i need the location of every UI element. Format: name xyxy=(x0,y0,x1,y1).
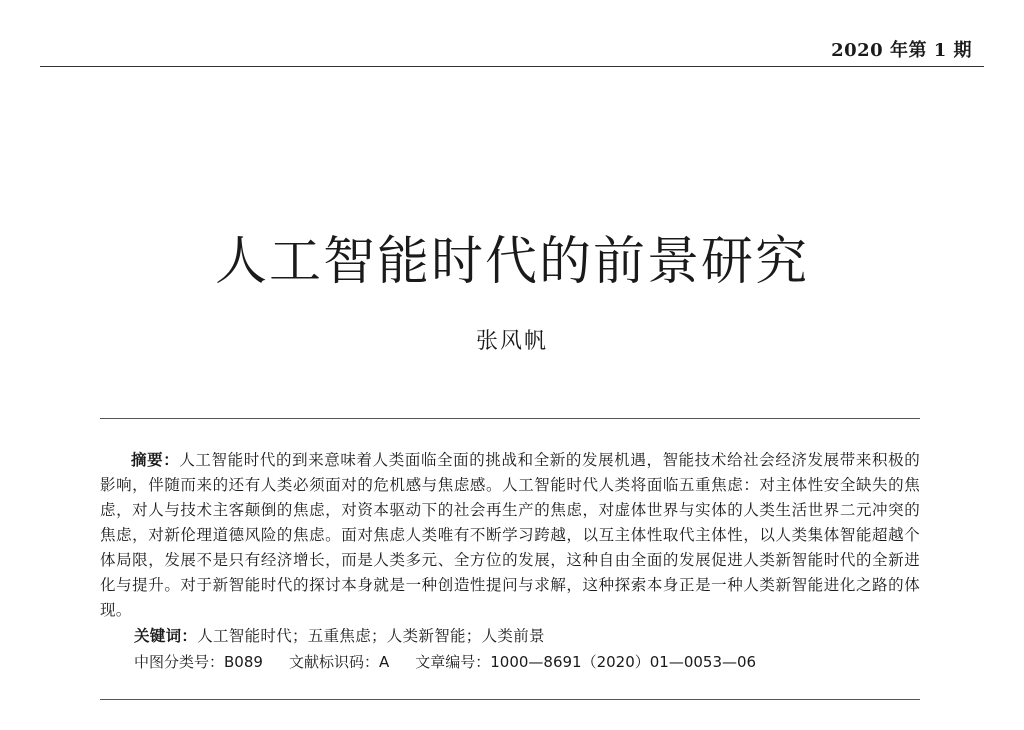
document-code xyxy=(289,650,389,675)
abstract xyxy=(100,448,920,623)
document-code-label: 文献标识码： xyxy=(288,653,379,671)
classification-line xyxy=(134,650,782,675)
issue-number: 2020 年第 1 期 xyxy=(831,40,972,61)
clc-number xyxy=(134,650,263,675)
article-title: 人工智能时代的前景研究 xyxy=(214,231,809,292)
article-number-value: 1000—8691（2020）01—0053—06 xyxy=(490,653,757,671)
keywords-text: 人工智能时代；五重焦虑；人类新智能；人类前景 xyxy=(197,627,545,645)
keywords xyxy=(134,624,545,649)
abstract-label: 摘要： xyxy=(131,451,180,469)
header-rule xyxy=(40,66,984,67)
clc-value: B089 xyxy=(224,653,263,671)
keywords-label: 关键词： xyxy=(134,627,198,645)
abstract-text: 人工智能时代的到来意味着人类面临全面的挑战和全新的发展机遇，智能技术给社会经济发展带来积极的影响，伴随而来的还有人类必须面对的危机感与焦虑感。人工智能时代人类将面临五重焦虑：对主体性安全缺失的焦虑，对人与技术主客颠倒的焦虑，对资本驱动下的社会再生产的焦虑，对虚体世界与实体的人类生活世界二元冲突的焦虑，对新伦理道德风险的焦虑。面对焦虑人类唯有不断学习跨越，以互主体性取代主体性，以人类集体智能超越个体局限，发展不是只有经济增长，而是人类多元、全方位的发展，这种自由全面的发展促进人类新智能时代的全新进化与提升。对于新智能时代的探讨本身就是一种创造性提问与求解，这种探索本身正是一种人类新智能进化之路的体现。 xyxy=(100,451,920,619)
document-code-value: A xyxy=(378,653,390,671)
abstract-bottom-rule xyxy=(100,699,920,700)
clc-label: 中图分类号： xyxy=(134,653,225,671)
article-number xyxy=(415,650,756,675)
abstract-top-rule xyxy=(100,418,920,419)
author-name: 张风帆 xyxy=(475,329,548,354)
article-number-label: 文章编号： xyxy=(415,653,491,671)
